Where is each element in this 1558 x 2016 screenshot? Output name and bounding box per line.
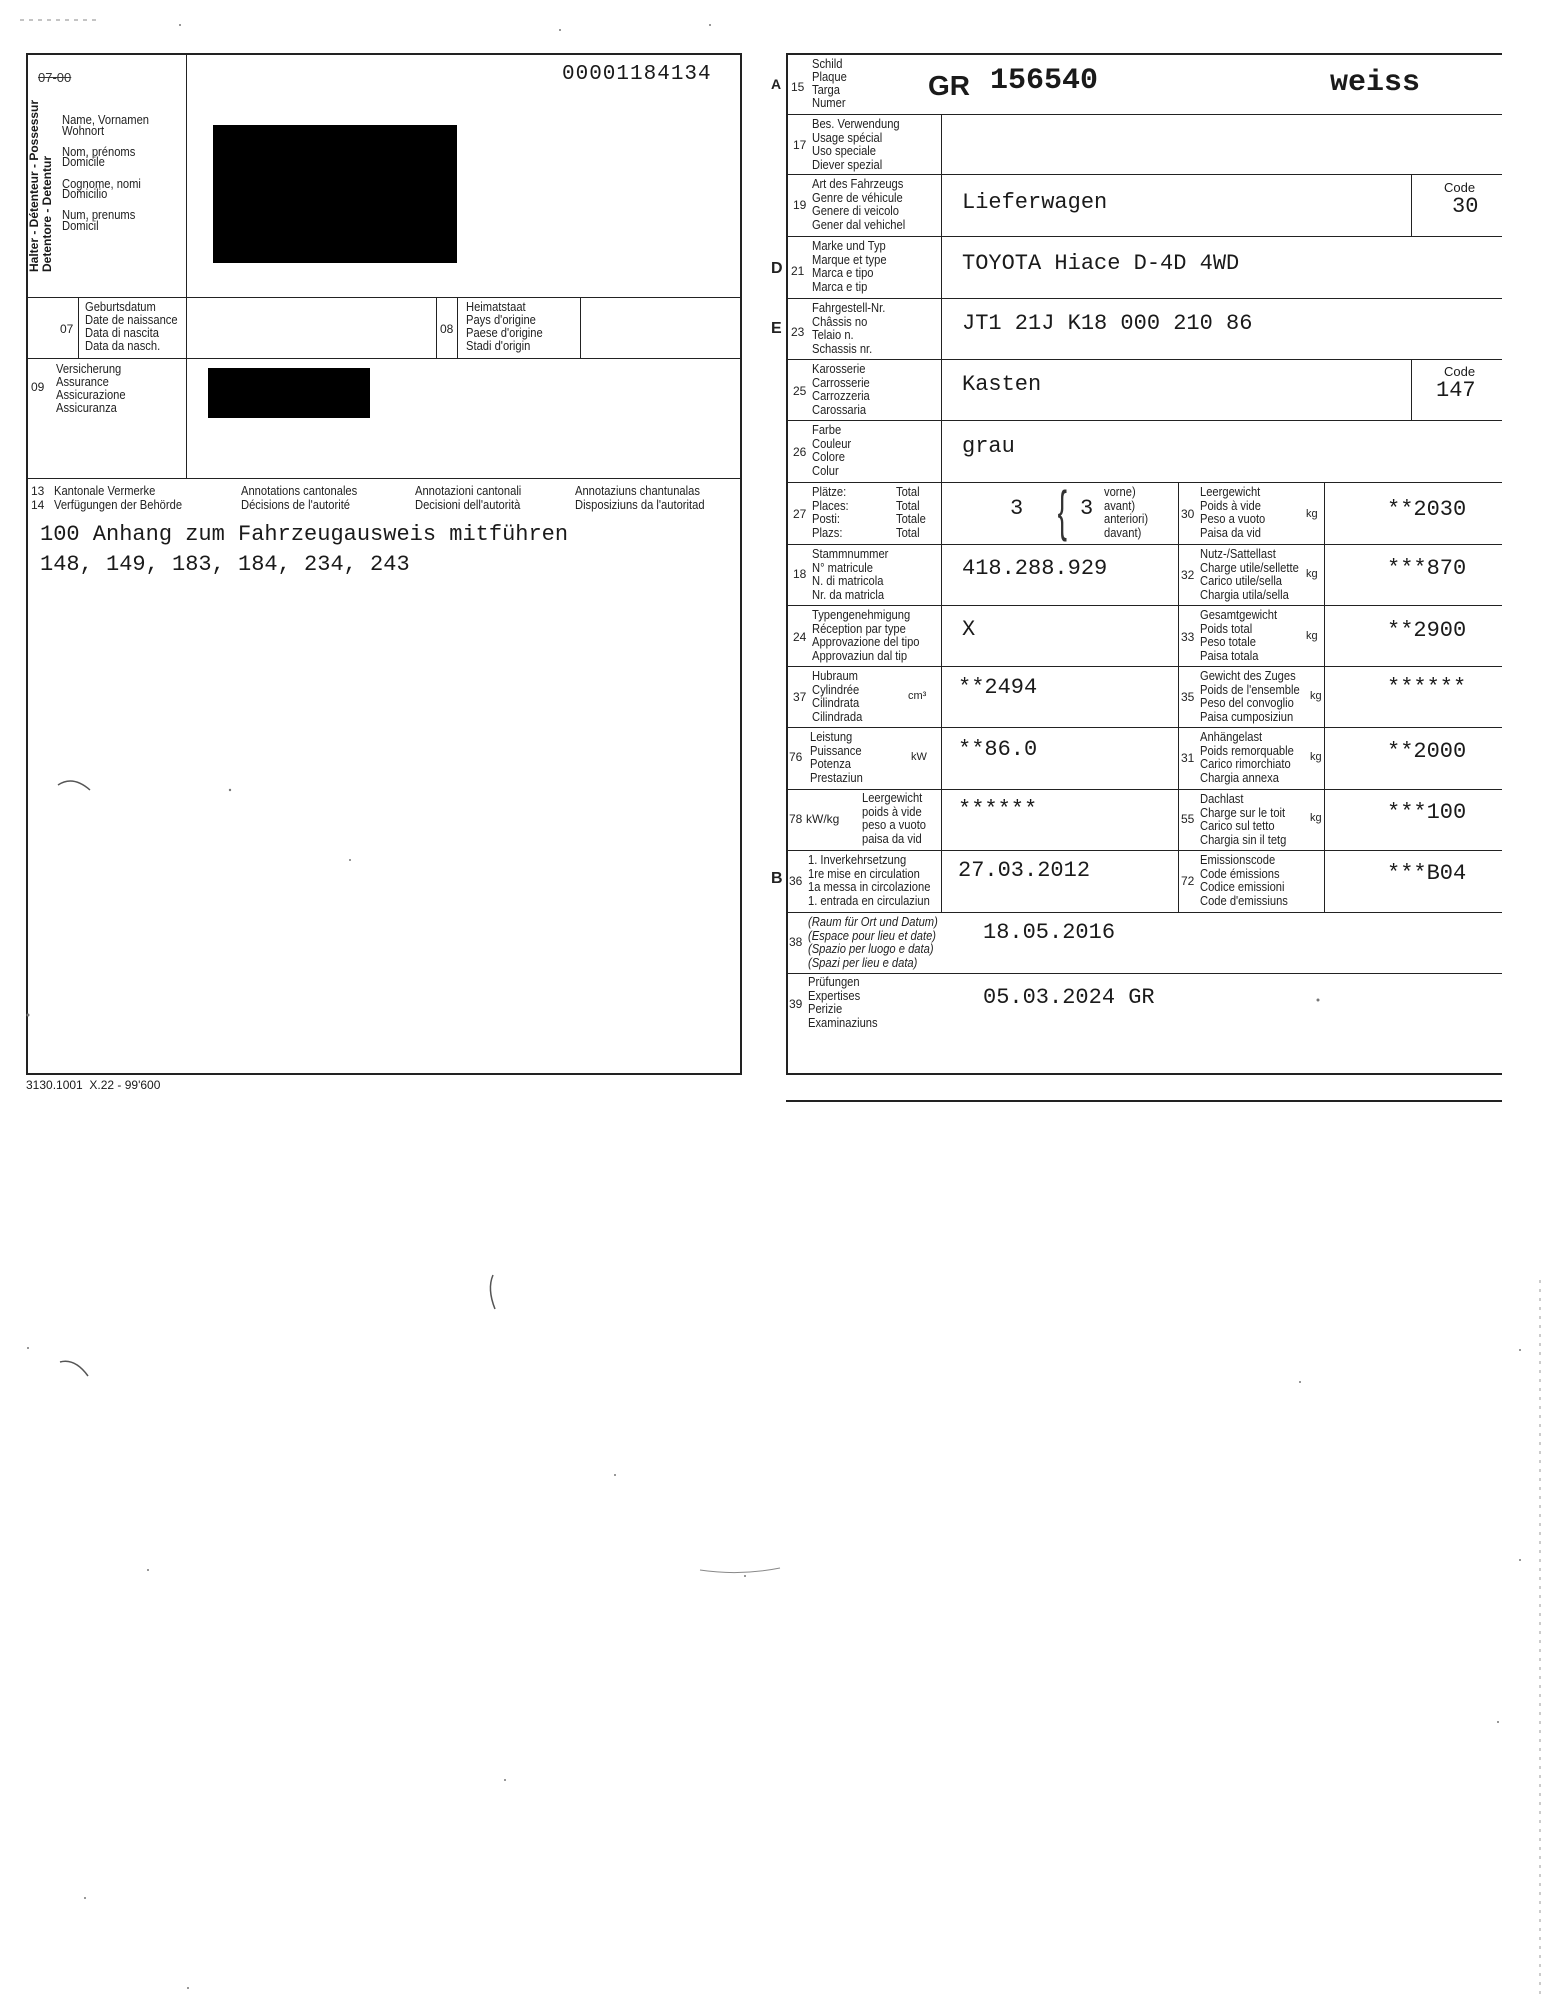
body-value: Kasten <box>962 372 1042 397</box>
chassis-value: JT1 21J K18 000 210 86 <box>962 311 1253 336</box>
annot-num-13: 13 <box>31 484 45 498</box>
displacement-num: 37 <box>793 690 807 704</box>
payload-labels: Nutz-/Sattellast Charge utile/sellette Carico utile/sella Chargia utila/sella <box>1200 546 1299 602</box>
roof-load-unit: kg <box>1310 812 1322 824</box>
roof-load-labels: Dachlast Charge sur le toit Carico sul tetto Chargia sin il tetg <box>1200 791 1287 847</box>
total-weight-num: 33 <box>1181 630 1195 644</box>
train-weight-value: ****** <box>1387 675 1467 700</box>
total-weight-value: **2900 <box>1387 618 1467 643</box>
empty-weight-labels: Leergewicht Poids à vide Peso a vuoto Paisa da vid <box>1200 484 1266 540</box>
power-value: **86.0 <box>958 737 1038 762</box>
first-reg-num: 36 <box>789 874 803 888</box>
roof-load-value: ***100 <box>1387 800 1467 825</box>
footer-code: 3130.1001 X.22 - 99'600 <box>26 1078 161 1092</box>
vehicle-type-code: 30 <box>1452 194 1479 219</box>
first-reg-labels: 1. Inverkehrsetzung 1re mise en circulation 1a messa in circolazione 1. entrada en circulaziun <box>808 852 931 908</box>
special-use-labels: Bes. Verwendung Usage spécial Uso speciale Diever spezial <box>812 116 900 172</box>
seats-num: 27 <box>793 507 807 521</box>
insurance-redaction <box>208 368 370 418</box>
seats-brace: { <box>1057 479 1068 542</box>
total-weight-labels: Gesamtgewicht Poids total Peso totale Paisa totala <box>1200 607 1278 663</box>
annotation-line-1: 100 Anhang zum Fahrzeugausweis mitführen <box>40 522 569 547</box>
displacement-unit: cm³ <box>908 690 927 702</box>
make-value: TOYOTA Hiace D-4D 4WD <box>962 251 1240 276</box>
roof-load-num: 55 <box>1181 812 1195 826</box>
make-letter: D <box>771 260 783 277</box>
register-labels: Stammnummer N° matricule N. di matricola Nr. da matricla <box>812 546 889 602</box>
type-approval-labels: Typengenehmigung Réception par type Approvazione del tipo Approvaziun dal tip <box>812 607 920 663</box>
place-date-labels: (Raum für Ort und Datum) (Espace pour lieu et date) (Spazio per luogo e data) (Spazi per lieu e data) <box>808 914 938 970</box>
plate-number: 156540 <box>990 64 1099 98</box>
body-num: 25 <box>793 384 807 398</box>
color-num: 26 <box>793 445 807 459</box>
make-labels: Marke und Typ Marque et type Marca e tipo Marca e tip <box>812 238 887 294</box>
origin-labels: Heimatstaat Pays d'origine Paese d'origine Stadi d'origin <box>466 299 543 353</box>
plate-num: 15 <box>791 80 805 94</box>
make-num: 21 <box>791 264 805 278</box>
train-weight-num: 35 <box>1181 690 1195 704</box>
trailer-load-labels: Anhängelast Poids remorquable Carico rimorchiato Chargia annexa <box>1200 729 1294 785</box>
plate-canton: GR <box>928 70 970 101</box>
emission-num: 72 <box>1181 874 1195 888</box>
total-weight-unit: kg <box>1306 630 1318 642</box>
trailer-load-num: 31 <box>1181 751 1195 765</box>
birth-num: 07 <box>60 322 74 336</box>
displacement-labels: Hubraum Cylindrée Cilindrata Cilindrada <box>812 668 863 724</box>
register-value: 418.288.929 <box>962 556 1108 581</box>
trailer-load-unit: kg <box>1310 751 1322 763</box>
place-date-value: 18.05.2016 <box>983 920 1116 945</box>
seats-labels: Plätze: Places: Posti: Plazs: <box>812 484 849 540</box>
emission-value: ***B04 <box>1387 861 1467 886</box>
seats-total-labels: Total Total Totale Total <box>896 484 926 540</box>
chassis-num: 23 <box>791 325 805 339</box>
empty-weight-unit: kg <box>1306 508 1318 520</box>
first-reg-value: 27.03.2012 <box>958 858 1091 883</box>
train-weight-unit: kg <box>1310 690 1322 702</box>
vehicle-type-value: Lieferwagen <box>962 190 1108 215</box>
special-use-num: 17 <box>793 138 807 152</box>
register-num: 18 <box>793 567 807 581</box>
vehicle-type-num: 19 <box>793 198 807 212</box>
empty-weight-value: **2030 <box>1387 497 1467 522</box>
first-reg-letter: B <box>771 870 783 887</box>
place-date-num: 38 <box>789 935 803 949</box>
holder-labels: Name, Vornamen Wohnort Nom, prénoms Domicile Cognome, nomi Domicilio Num, prenums Domicil <box>62 112 150 233</box>
annot-label-de: Kantonale Vermerke Verfügungen der Behörde <box>54 483 183 512</box>
empty-weight-num: 30 <box>1181 507 1195 521</box>
chassis-labels: Fahrgestell-Nr. Châssis no Telaio n. Schassis nr. <box>812 300 886 356</box>
annotation-line-2: 148, 149, 183, 184, 234, 243 <box>40 552 410 577</box>
trailer-load-value: **2000 <box>1387 739 1467 764</box>
type-approval-num: 24 <box>793 630 807 644</box>
body-labels: Karosserie Carrosserie Carrozzeria Carossaria <box>812 361 870 417</box>
plate-letter: A <box>771 76 782 92</box>
power-weight-value: ****** <box>958 797 1038 822</box>
color-labels: Farbe Couleur Colore Colur <box>812 422 852 478</box>
power-num: 76 <box>789 750 803 764</box>
body-code-label: Code <box>1444 364 1476 379</box>
payload-value: ***870 <box>1387 556 1467 581</box>
type-approval-value: X <box>962 617 976 642</box>
body-code: 147 <box>1436 378 1476 403</box>
annot-label-it: Annotazioni cantonali Decisioni dell'autorità <box>415 483 522 512</box>
plate-labels: Schild Plaque Targa Numer <box>812 56 847 110</box>
seats-front-value: 3 <box>1080 496 1094 521</box>
insurance-labels: Versicherung Assurance Assicurazione Assicuranza <box>56 361 126 415</box>
seats-front-labels: vorne) avant) anteriori) davant) <box>1104 484 1149 540</box>
inspections-labels: Prüfungen Expertises Perizie Examinaziuns <box>808 974 878 1030</box>
birth-labels: Geburtsdatum Date de naissance Data di nascita Data da nasch. <box>85 299 178 353</box>
annot-label-fr: Annotations cantonales Décisions de l'autorité <box>241 483 358 512</box>
inspections-value: 05.03.2024 GR <box>983 985 1155 1010</box>
vehicle-type-labels: Art des Fahrzeugs Genre de véhicule Genere di veicolo Gener dal vehichel <box>812 176 906 232</box>
power-weight-labels: Leergewicht poids à vide peso a vuoto paisa da vid <box>862 790 927 846</box>
payload-num: 32 <box>1181 568 1195 582</box>
color-value: grau <box>962 434 1015 459</box>
holder-redaction <box>213 125 457 263</box>
power-labels: Leistung Puissance Potenza Prestaziun <box>810 729 863 785</box>
emission-labels: Emissionscode Code émissions Codice emissioni Code d'emissiuns <box>1200 852 1288 908</box>
power-unit: kW <box>911 751 927 763</box>
vehicle-type-code-label: Code <box>1444 180 1476 195</box>
chassis-letter: E <box>771 320 782 337</box>
power-weight-num: 78 <box>789 812 803 826</box>
annot-num-14: 14 <box>31 498 45 512</box>
annot-label-rm: Annotaziuns chantunalas Disposiziuns da l'autoritad <box>575 483 705 512</box>
insurance-num: 09 <box>31 380 45 394</box>
power-weight-unit: kW/kg <box>806 812 840 826</box>
origin-num: 08 <box>440 322 454 336</box>
holder-side-label: Halter - Détenteur - Possessur Detentore - Detentur <box>27 99 54 272</box>
train-weight-labels: Gewicht des Zuges Poids de l'ensemble Peso del convoglio Paisa cumposiziun <box>1200 668 1300 724</box>
inspections-num: 39 <box>789 997 803 1011</box>
plate-color: weiss <box>1330 66 1421 100</box>
displacement-value: **2494 <box>958 675 1038 700</box>
seats-value: 3 <box>1010 496 1024 521</box>
document-number: 00001184134 <box>562 63 712 86</box>
payload-unit: kg <box>1306 568 1318 580</box>
struck-text: 07-00 <box>38 70 72 85</box>
